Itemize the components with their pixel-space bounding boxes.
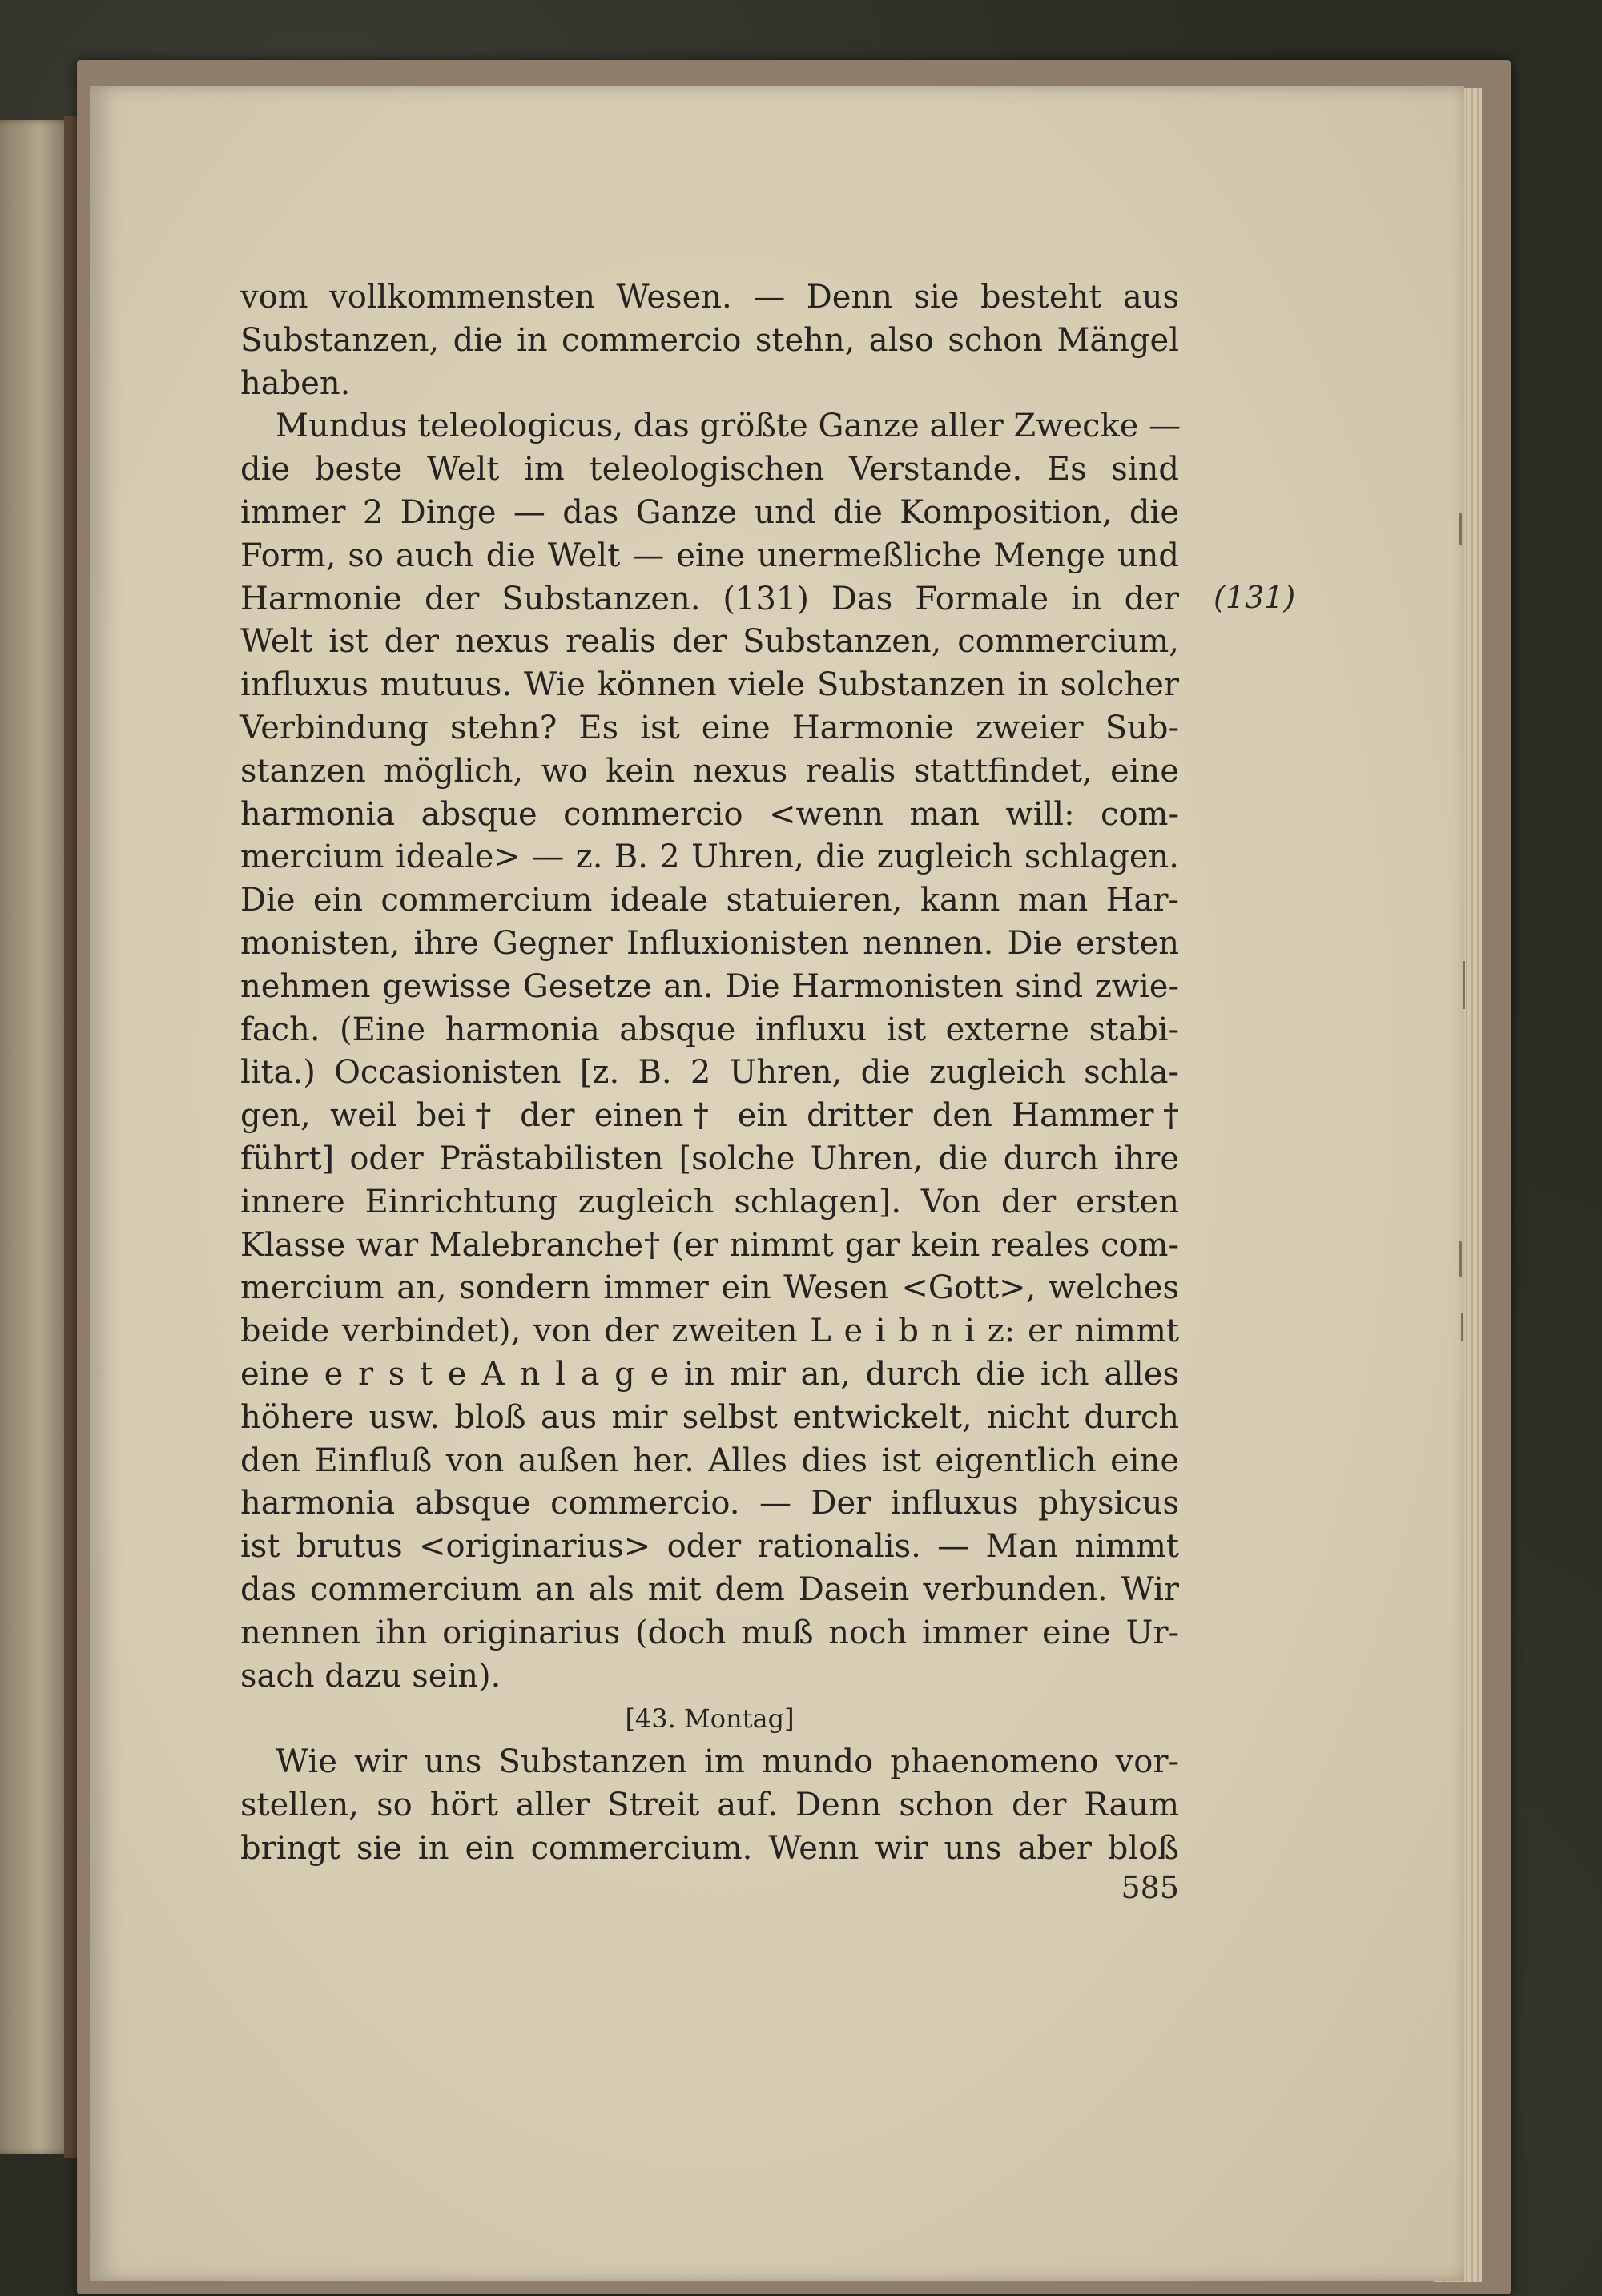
book-spine (64, 116, 77, 2158)
text-line: stanzen möglich, wo kein nexus realis stattfindet, eine (240, 752, 1179, 790)
text-line: nehmen gewisse Gesetze an. Die Harmonisten sind zwie- (240, 967, 1179, 1005)
text-line: Klasse war Malebranche† (er nimmt gar kein reales com- (240, 1226, 1179, 1264)
text-line: das commercium an als mit dem Dasein verbunden. Wir (240, 1570, 1179, 1608)
text-line: nennen ihn originarius (doch muß noch immer eine Ur- (240, 1614, 1179, 1651)
text-line: influxus mutuus. Wie können viele Substanzen in solcher (240, 666, 1179, 704)
text-line: immer 2 Dinge — das Ganze und die Komposition, die (240, 493, 1179, 531)
text-line: die beste Welt im teleologischen Verstande. Es sind (240, 451, 1179, 489)
text-line: den Einfluß von außen her. Alles dies ist eigentlich eine (240, 1442, 1179, 1479)
text-line: stellen, so hört aller Streit auf. Denn schon der Raum (240, 1786, 1179, 1824)
text-line: harmonia absque commercio <wenn man will: com- (240, 795, 1179, 833)
text-line: Wie wir uns Substanzen im mundo phaenomeno vor- (276, 1743, 1179, 1781)
text-line: Die ein commercium ideale statuieren, kann man Har- (240, 882, 1179, 919)
margin-page-reference: (131) (1214, 580, 1296, 615)
margin-pencil-mark (1461, 1313, 1463, 1341)
margin-pencil-mark (1459, 513, 1462, 545)
text-line: monisten, ihre Gegner Influxionisten nennen. Die ersten (240, 924, 1179, 962)
text-line: vom vollkommensten Wesen. — Denn sie besteht aus (240, 279, 1179, 316)
text-line: führt] oder Prästabilisten [solche Uhren, die durch ihre (240, 1140, 1179, 1177)
text-line: sach dazu sein). (240, 1657, 501, 1695)
text-line: lita.) Occasionisten [z. B. 2 Uhren, die zugleich schla- (240, 1054, 1179, 1092)
text-line: gen, weil bei† der einen† ein dritter den Hammer† (240, 1097, 1179, 1135)
text-line: Substanzen, die in commercio stehn, also schon Mängel (240, 321, 1179, 359)
text-line: höhere usw. bloß aus mir selbst entwickelt, nicht durch (240, 1398, 1179, 1436)
page-number: 585 (1121, 1870, 1179, 1905)
body-text (240, 276, 1179, 1870)
text-line: innere Einrichtung zugleich schlagen]. Von der ersten (240, 1183, 1179, 1220)
text-line: harmonia absque commercio. — Der influxus physicus (240, 1485, 1179, 1522)
text-line: Form, so auch die Welt — eine unermeßliche Menge und (240, 537, 1179, 574)
text-line: mercium an, sondern immer ein Wesen <Gott>, welches (240, 1269, 1179, 1307)
text-line: beide verbindet), von der zweiten L e i b n i z: er nimmt (240, 1313, 1179, 1350)
text-line: fach. (Eine harmonia absque influxu ist externe stabi- (240, 1011, 1179, 1048)
text-line: haben. (240, 364, 351, 402)
text-line: ist brutus <originarius> oder rationalis. — Man nimmt (240, 1528, 1179, 1566)
text-line: Harmonie der Substanzen. (131) Das Formale in der (240, 580, 1179, 617)
text-line: Welt ist der nexus realis der Substanzen, commercium, (240, 623, 1179, 661)
facing-page-edge (0, 120, 74, 2154)
text-line: mercium ideale> — z. B. 2 Uhren, die zugleich schlagen. (240, 838, 1179, 876)
margin-pencil-mark (1459, 1241, 1462, 1277)
text-line: Mundus teleologicus, das größte Ganze aller Zwecke — (276, 408, 1181, 445)
text-line: eine e r s t e A n l a g e in mir an, durch die ich alles (240, 1355, 1179, 1393)
section-heading: [43. Montag] (625, 1703, 795, 1735)
text-line: Verbindung stehn? Es ist eine Harmonie zweier Sub- (240, 709, 1179, 746)
margin-pencil-mark (1463, 961, 1465, 1009)
text-line: bringt sie in ein commercium. Wenn wir uns aber bloß (240, 1829, 1179, 1867)
